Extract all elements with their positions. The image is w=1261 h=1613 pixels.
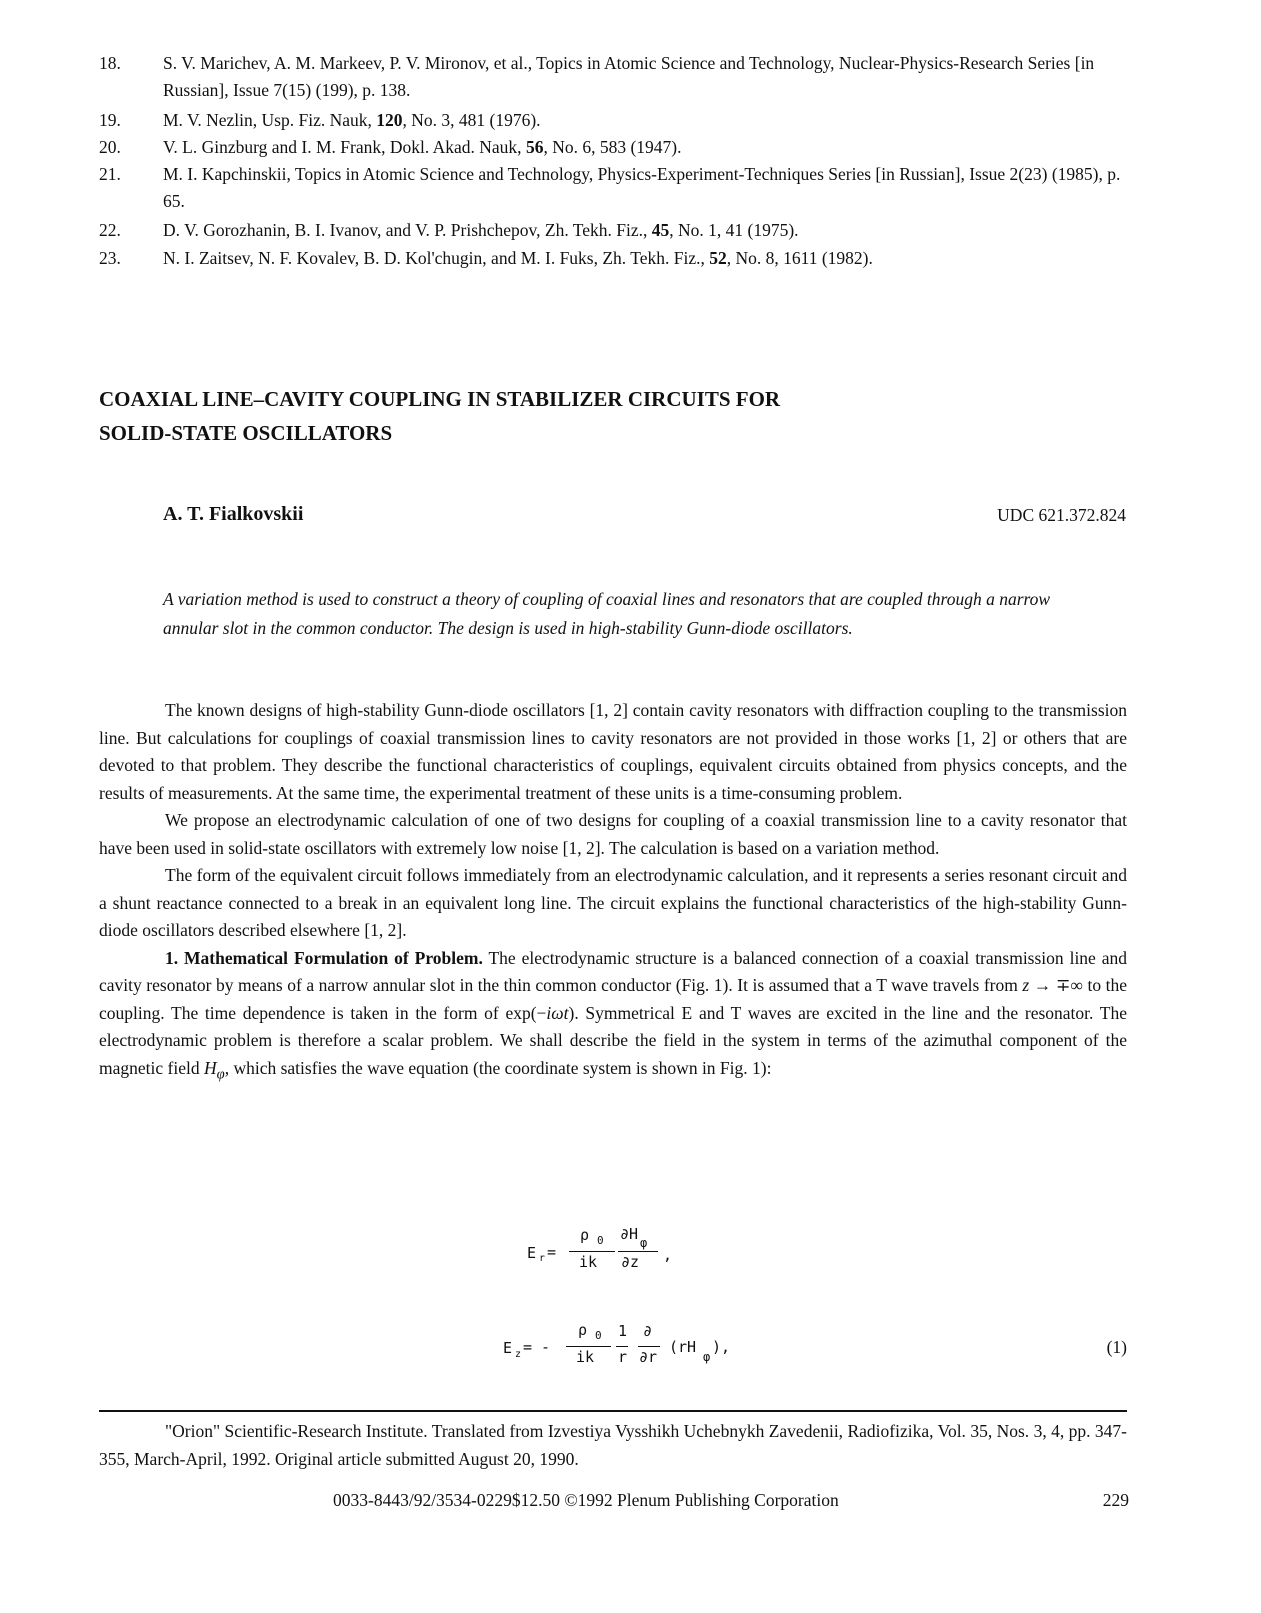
math-phi-subscript: φ [216,1066,225,1082]
reference-text: , No. 1, 41 (1975). [669,220,799,240]
math-z: z [1022,975,1030,995]
reference-volume: 52 [709,248,727,268]
reference-volume: 45 [651,220,670,240]
fraction-bar [618,1251,658,1252]
paragraph-2: We propose an electrodynamic calculation of one of two designs for coupling of a coaxial transmission line to a cavity resonator that have been used in solid-state oscillators with extremely low noise [1, 2]. The calculation is based on a variation method. [99,810,1127,858]
reference-volume: 56 [525,137,544,157]
reference-text: , No. 3, 481 (1976). [402,110,541,130]
body-text [99,697,1127,1089]
footnote [99,1417,1127,1473]
issn-line: 0033-8443/92/3534-0229$12.50 ©1992 Plenum Publishing Corporation [333,1490,839,1510]
article-title-line-1: COAXIAL LINE–CAVITY COUPLING IN STABILIZER CIRCUITS FOR [99,387,781,411]
fraction-bar [566,1346,611,1347]
page-number: 229 [1102,1490,1129,1510]
math-H: H [203,1057,217,1078]
paragraph-3: The form of the equivalent circuit follows immediately from an electrodynamic calculation, and it represents a series resonant circuit and a shunt reactance connected to a break in an equivalent long line. The circuit explains the functional characteristics of the high-stability Gunn-diode oscillators described elsewhere [1, 2]. [99,865,1127,940]
reference-number: 21. [99,164,121,184]
reference-text: D. V. Gorozhanin, B. I. Ivanov, and V. P. Prishchepov, Zh. Tekh. Fiz., [163,220,652,240]
paragraph-1: The known designs of high-stability Gunn-diode oscillators [1, 2] contain cavity resonators with diffraction coupling to the transmission line. But calculations for couplings of coaxial transmission lines to cavity resonators are not provided in those works [1, 2] or others that are devoted to that problem. They describe the functional characteristics of couplings, equivalent circuits obtained from physics concepts, and the results of measurements. At the same time, the experimental treatment of these units is a time-consuming problem. [99,700,1127,803]
footnote-text: "Orion" Scientific-Research Institute. Translated from Izvestiya Vysshikh Uchebnykh Zavedenii, Radiofizika, Vol. 35, Nos. 3, 4, pp. 347-355, March-April, 1992. Original article submitted August 20, 1990. [99,1421,1127,1469]
reference-text: N. I. Zaitsev, N. F. Kovalev, B. D. Kol'chugin, and M. I. Fuks, Zh. Tekh. Fiz., [163,248,710,268]
footnote-divider [99,1410,1127,1412]
reference-text: M. V. Nezlin, Usp. Fiz. Nauk, [163,110,377,130]
fraction-bar [616,1346,628,1347]
reference-number: 23. [99,248,121,268]
reference-18 [0,50,1261,106]
article-title [99,382,780,450]
fraction-bar [569,1251,615,1252]
reference-text: S. V. Marichev, A. M. Markeev, P. V. Mironov, et al., Topics in Atomic Science and Technology, Nuclear-Physics-Research Series [in Russian], Issue 7(15) (199), p. 138. [163,53,1095,100]
reference-number: 20. [99,137,121,157]
paragraph-4: 1. Mathematical Formulation of Problem. The electrodynamic structure is a balanced connection of a coaxial transmission line and cavity resonator by means of a narrow annular slot in the thin common conductor (Fig. 1). It is assumed that a T wave travels from z → ∓∞ to the coupling. The time dependence is taken in the form of exp(−iωt). Symmetrical E and T waves are excited in the line and the resonator. The electrodynamic problem is therefore a scalar problem. We shall describe the field in the system in terms of the azimuthal component of the magnetic field $H_\varphi$, which satisfies the wave equation (the coordinate system is shown in Fig. 1): [99,947,1128,1082]
reference-text: , No. 6, 583 (1947). [543,137,682,157]
reference-volume: 120 [376,110,403,130]
article-title-line-2: SOLID-STATE OSCILLATORS [99,421,393,445]
udc-code: UDC 621.372.824 [997,505,1126,525]
reference-text: V. L. Ginzburg and I. M. Frank, Dokl. Akad. Nauk, [163,137,526,157]
abstract: A variation method is used to construct a theory of coupling of coaxial lines and resonators that are coupled through a narrow annular slot in the common conductor. The design is used in high-stability Gunn-diode oscillators. [163,589,1051,638]
reference-number: 19. [99,110,121,130]
section-heading: 1. Mathematical Formulation of Problem. [165,947,483,968]
reference-text: M. I. Kapchinskii, Topics in Atomic Science and Technology, Physics-Experiment-Techniques Series [in Russian], Issue 2(23) (1985), p. 65. [163,164,1121,211]
reference-number: 18. [99,53,121,73]
reference-text: , No. 8, 1611 (1982). [726,248,873,268]
fraction-bar [638,1346,660,1347]
author-name: A. T. Fialkovskii [163,503,304,525]
math-iwt: iωt [546,1002,569,1023]
equation-number: (1) [1106,1337,1127,1357]
reference-number: 22. [99,220,121,240]
